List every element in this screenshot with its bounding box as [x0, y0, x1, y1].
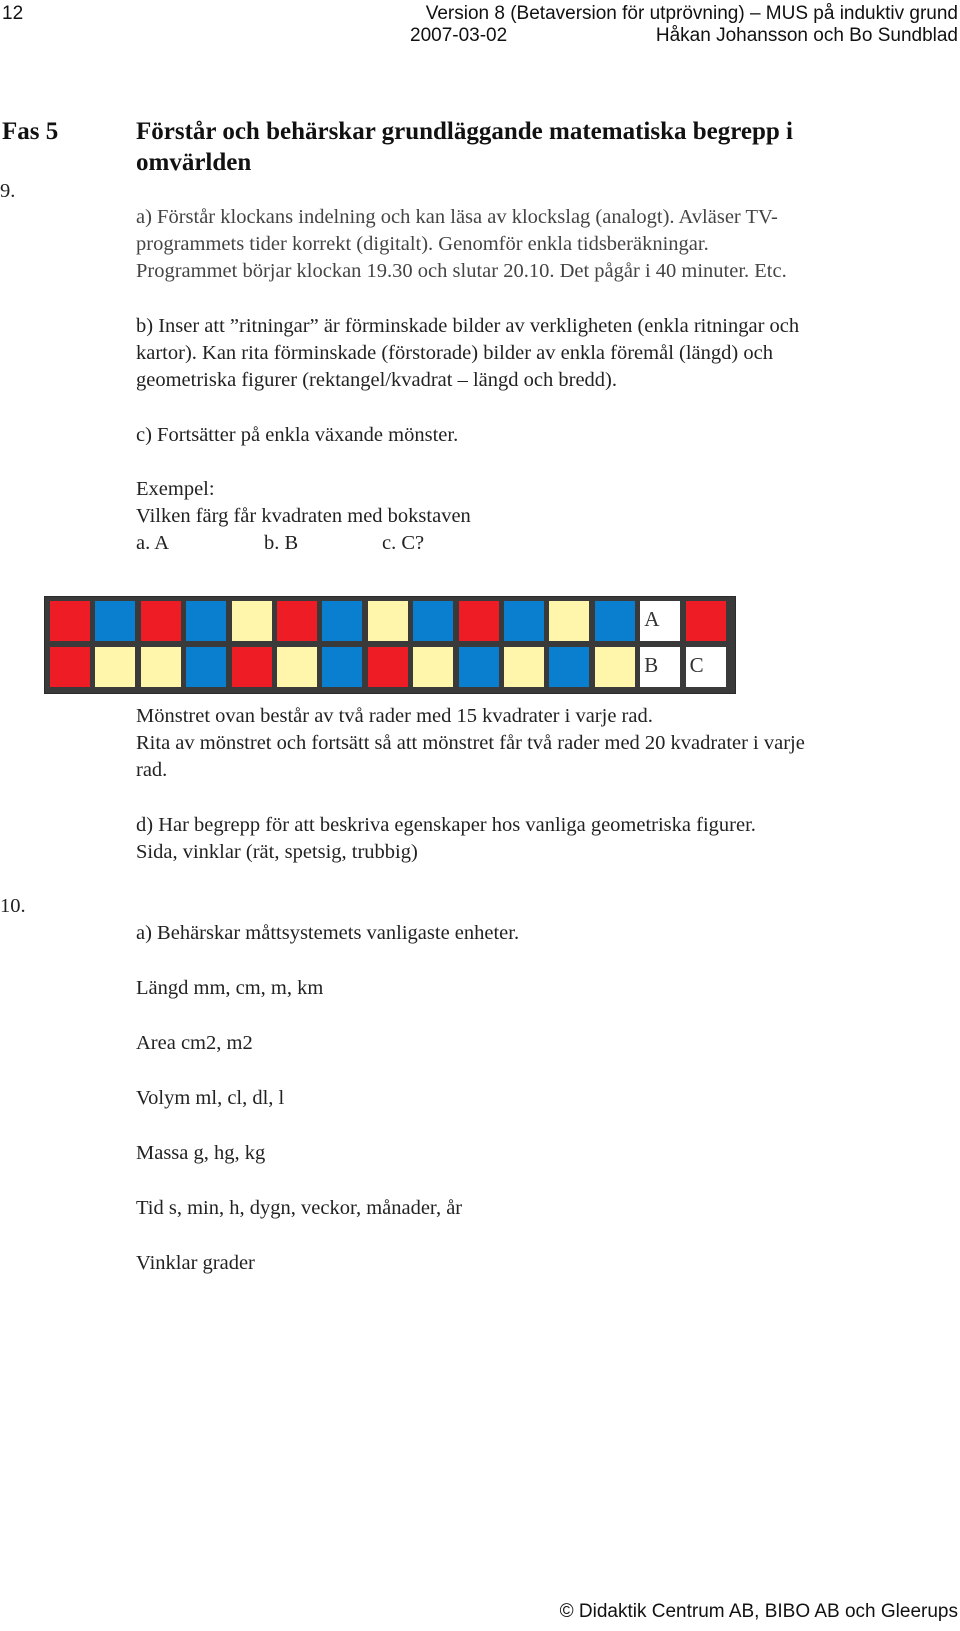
pattern-square-r1-c4	[186, 601, 226, 641]
phase-label: Fas 5	[2, 118, 59, 145]
unit-area: Area cm2, m2	[136, 1032, 253, 1054]
unit-length: Längd mm, cm, m, km	[136, 977, 324, 999]
pattern-square-r1-c7	[322, 601, 362, 641]
example-question: Vilken färg får kvadraten med bokstaven	[136, 505, 471, 527]
footer-copyright: © Didaktik Centrum AB, BIBO AB och Gleerups	[559, 1601, 958, 1622]
pattern-label-a: A	[644, 607, 660, 631]
section-9a-line1: a) Förstår klockans indelning och kan läsa av klockslag (analogt). Avläser TV-	[136, 206, 778, 228]
pattern-square-r2-c4	[186, 647, 226, 687]
unit-time: Tid s, min, h, dygn, veckor, månader, år	[136, 1197, 463, 1219]
pattern-square-r2-c1	[50, 647, 90, 687]
section-9-title-line1: Förstår och behärskar grundläggande matematiska begrepp i	[136, 118, 793, 145]
pattern-square-r1-c13	[595, 601, 635, 641]
pattern-square-r2-c12	[549, 647, 589, 687]
pattern-square-r2-c5	[232, 647, 272, 687]
pattern-square-r2-c6	[277, 647, 317, 687]
pattern-square-r2-c7	[322, 647, 362, 687]
pattern-description-line1: Mönstret ovan består av två rader med 15 kvadrater i varje rad.	[136, 705, 653, 727]
pattern-square-r1-c1	[50, 601, 90, 641]
option-c: c. C?	[382, 532, 425, 554]
option-b: b. B	[264, 532, 299, 554]
page-number: 12	[2, 3, 24, 24]
pattern-square-r2-c11	[504, 647, 544, 687]
unit-angles: Vinklar grader	[136, 1252, 255, 1274]
pattern-square-r2-c3	[141, 647, 181, 687]
pattern-grid	[44, 596, 736, 694]
option-a: a. A	[136, 532, 170, 554]
section-9b-line3: geometriska figurer (rektangel/kvadrat – längd och bredd).	[136, 369, 617, 391]
section-9b-line1: b) Inser att ”ritningar” är förminskade bilder av verkligheten (enkla ritningar och	[136, 315, 800, 337]
pattern-square-r1-c5	[232, 601, 272, 641]
pattern-square-r1-c8	[368, 601, 408, 641]
pattern-square-r1-c15	[686, 601, 726, 641]
header-authors: Håkan Johansson och Bo Sundblad	[655, 25, 958, 46]
header-date: 2007-03-02	[410, 25, 508, 46]
pattern-square-r2-c2	[95, 647, 135, 687]
pattern-square-r2-c8	[368, 647, 408, 687]
pattern-square-r1-c12	[549, 601, 589, 641]
pattern-square-r2-c10	[459, 647, 499, 687]
pattern-description-line2: Rita av mönstret och fortsätt så att mönstret får två rader med 20 kvadrater i varje	[136, 732, 805, 754]
section-9b-line2: kartor). Kan rita förminskade (förstorade) bilder av enkla föremål (längd) och	[136, 342, 773, 364]
pattern-square-r1-c9	[413, 601, 453, 641]
unit-mass: Massa g, hg, kg	[136, 1142, 266, 1164]
section-9a-line3: Programmet börjar klockan 19.30 och slutar 20.10. Det pågår i 40 minuter. Etc.	[136, 260, 787, 282]
example-label: Exempel:	[136, 478, 215, 500]
pattern-label-b: B	[644, 653, 659, 677]
pattern-square-r1-c2	[95, 601, 135, 641]
section-10a-line: a) Behärskar måttsystemets vanligaste enheter.	[136, 922, 520, 944]
section-9d-line1: d) Har begrepp för att beskriva egenskaper hos vanliga geometriska figurer.	[136, 814, 756, 836]
pattern-square-r1-c3	[141, 601, 181, 641]
header-version: Version 8 (Betaversion för utprövning) – MUS på induktiv grund	[425, 3, 958, 24]
section-9d-line2: Sida, vinklar (rät, spetsig, trubbig)	[136, 841, 418, 863]
section-9a-line2: programmets tider korrekt (digitalt). Genomför enkla tidsberäkningar.	[136, 233, 709, 255]
unit-volume: Volym ml, cl, dl, l	[136, 1087, 285, 1109]
pattern-description-line3: rad.	[136, 759, 168, 781]
pattern-square-r2-c9	[413, 647, 453, 687]
pattern-square-r2-c13	[595, 647, 635, 687]
pattern-square-r1-c6	[277, 601, 317, 641]
section-10-number: 10.	[0, 895, 26, 917]
pattern-square-r1-c11	[504, 601, 544, 641]
pattern-square-r1-c10	[459, 601, 499, 641]
section-9-title-line2: omvärlden	[136, 149, 252, 176]
pattern-label-c: C	[689, 653, 704, 677]
section-9c-line: c) Fortsätter på enkla växande mönster.	[136, 424, 459, 446]
section-9-number: 9.	[0, 180, 16, 202]
